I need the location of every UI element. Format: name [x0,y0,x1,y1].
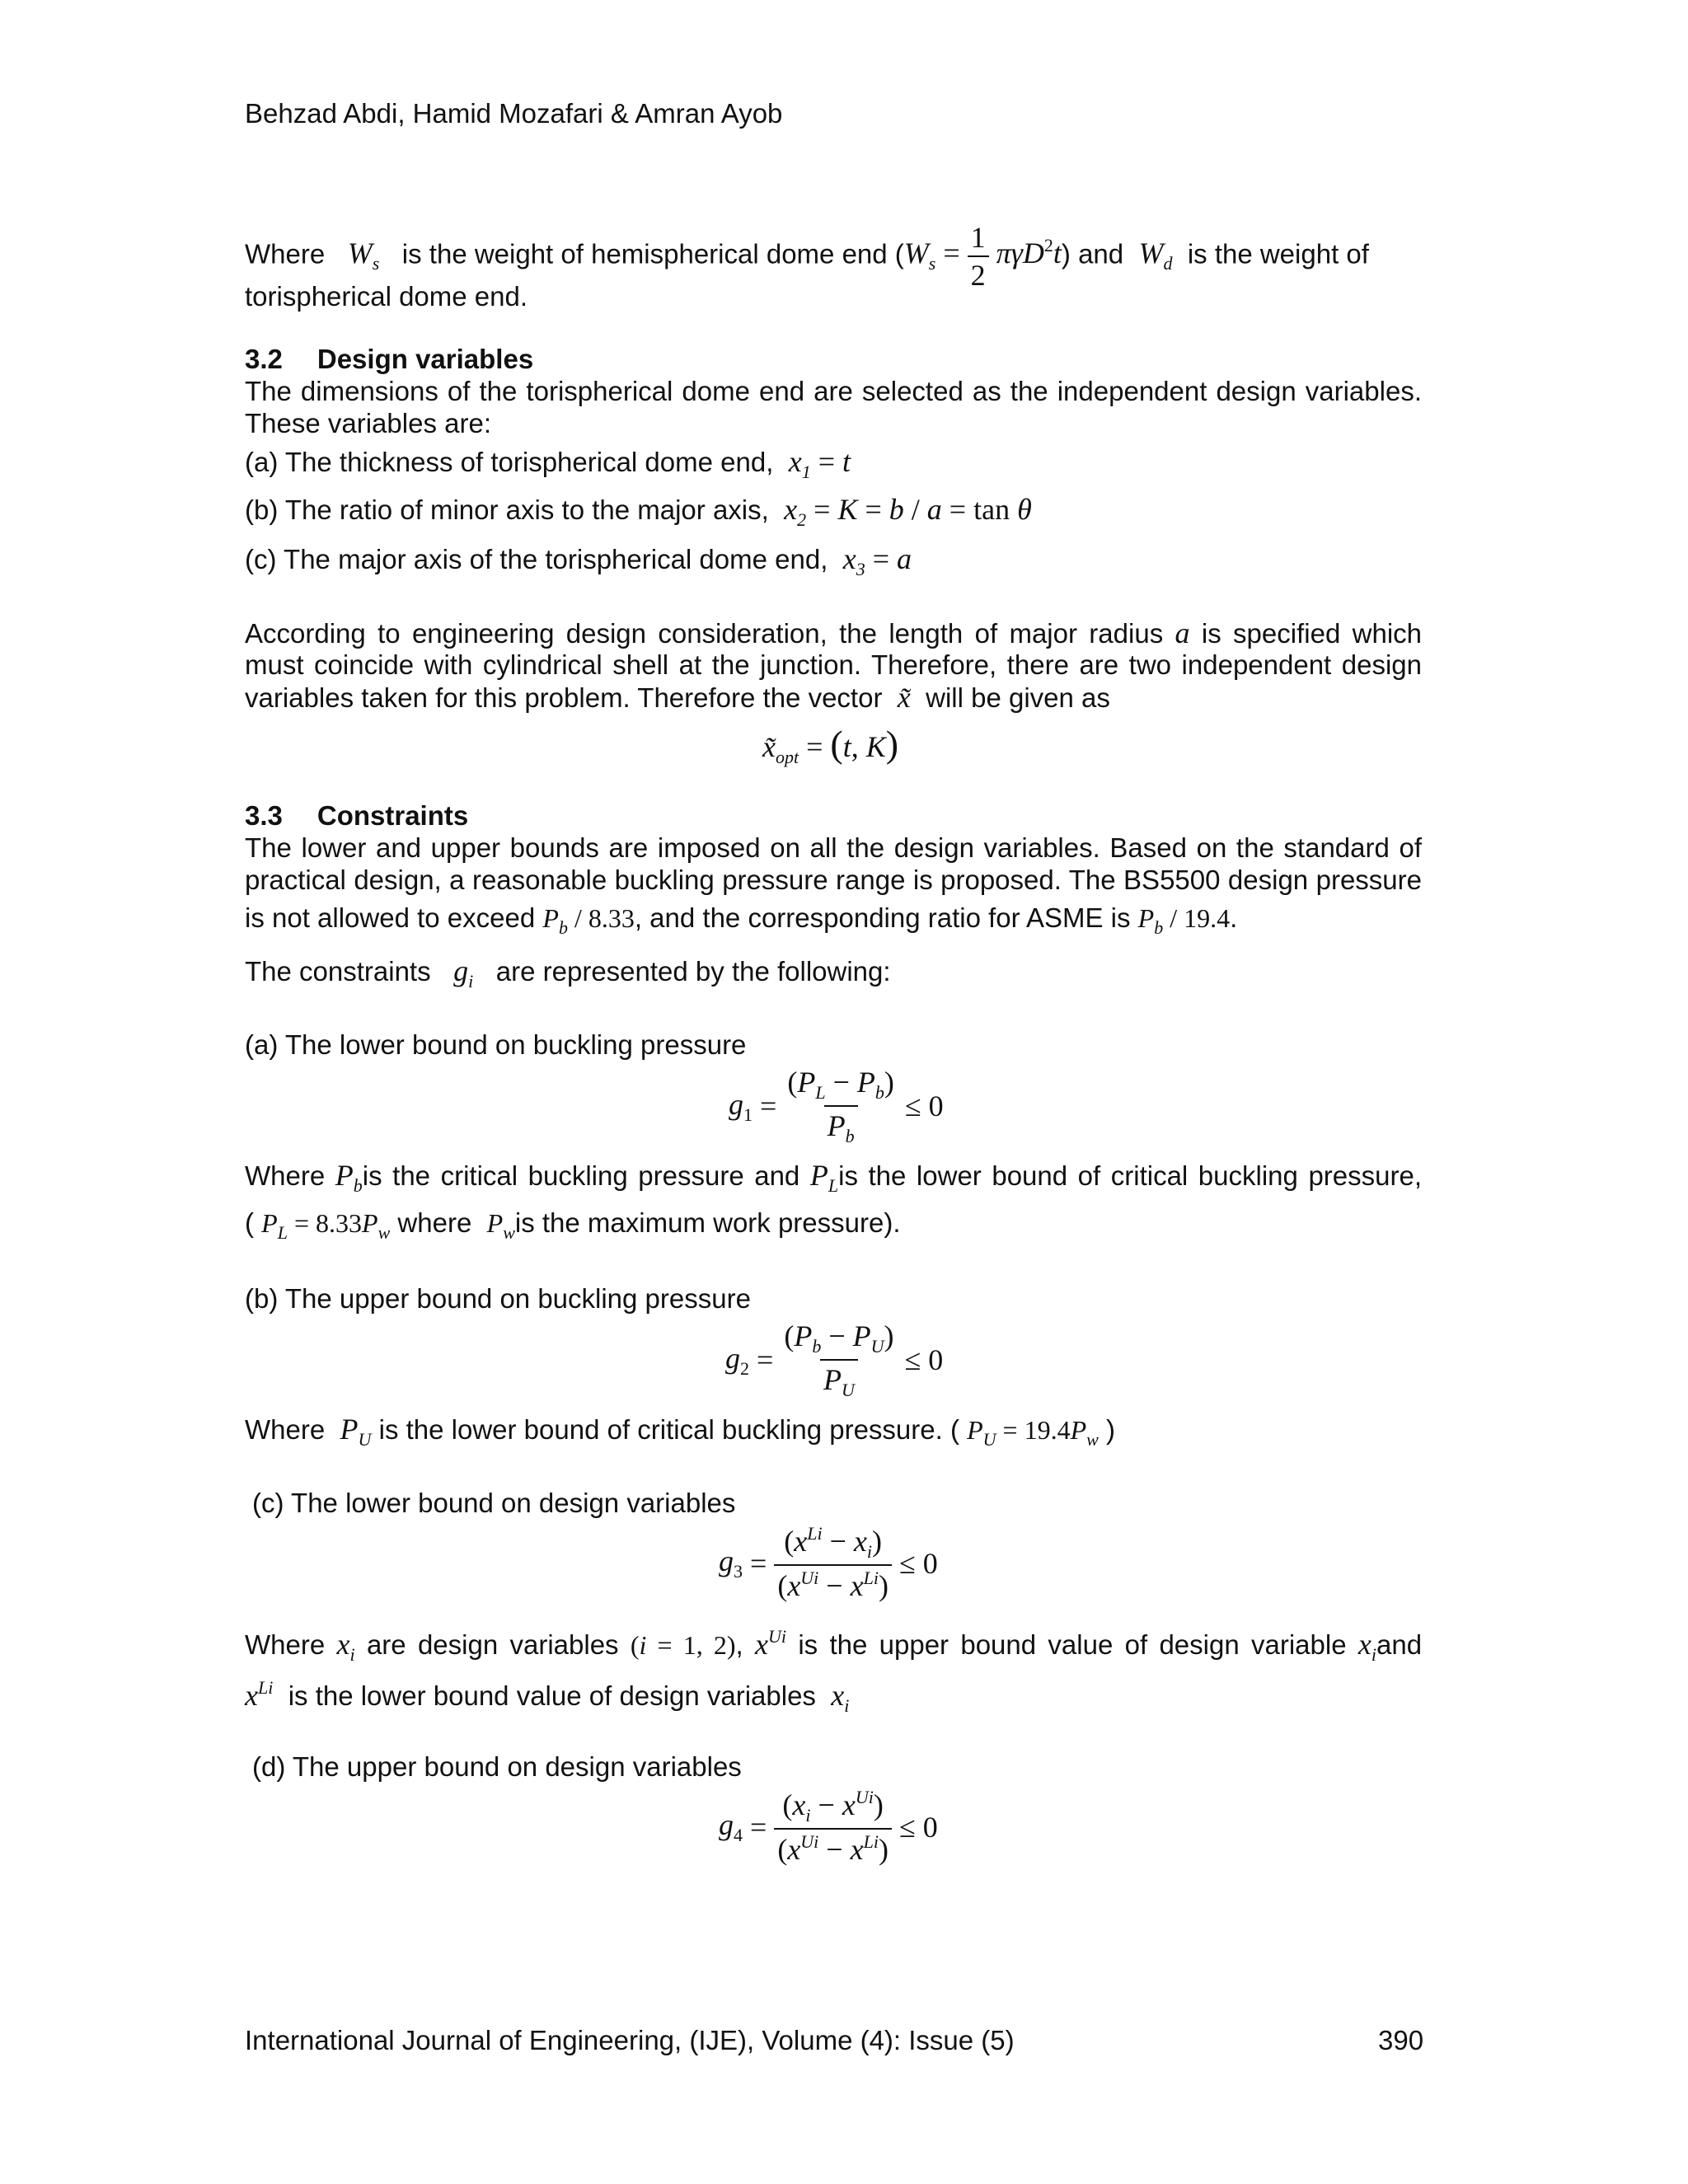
running-header: Behzad Abdi, Hamid Mozafari & Amran Ayob [245,98,783,129]
g2-equation: $g_2$ = $\frac{(P_b - P_U)}{P_U}$ ≤ 0 [725,1319,944,1400]
footer-journal: International Journal of Engineering, (IJE), Volume (4): Issue (5) [245,2025,1015,2055]
wd-symbol: $W_d$ [1138,237,1173,274]
s32-line-1: The dimensions of the torispherical dome end are selected as the independent design variables. [245,376,1422,406]
s32-para-line-1: According to engineering design consideration, the length of major radius a is specified which [245,616,1423,649]
c-where-line-1: Where $x_i$ are design variables (i = 1, 2), $x^{Ui}$ is the upper bound value of design variable $x_iand$ [245,1626,1423,1665]
a-where-line-2: ( $P_L = 8.33P_w$ where $P_wis$ the maximum work pressure). [245,1207,901,1243]
s32-para-line-3: variables taken for this problem. Therefore the vector x̃ will be given as [245,681,1110,714]
g3-equation: $g_3$ = $\frac{(x^{Li} - x_i)}{(x^{Ui} - x^{Li})}$ ≤ 0 [719,1523,938,1602]
x-opt-equation: $x̃_{opt} = (t$, K) [762,723,899,767]
intro-line-1: Where $W_s$ is the weight of hemispherical dome end ($W_s$ = $\frac{1}{2}$ πγD$^2$t) and $W_d$ is the weight of [245,221,1369,292]
s32-para-line-2: must coincide with cylindrical shell at the junction. Therefore, there are two independent design [245,649,1422,680]
section-3-3-heading: 3.3 Constraints [245,800,469,831]
item-c: (c) The major axis of the torispherical dome end, $x_3 = a$ [245,542,912,579]
c-heading: (c) The lower bound on design variables [252,1488,736,1518]
section-3-2-heading: 3.2 Design variables [245,344,534,374]
g4-equation: $g_4$ = $\frac{(x_i - x^{Ui})}{(x^{Ui} - x^{Li})}$ ≤ 0 [719,1787,938,1866]
b-where: Where $P_U$ is the lower bound of critical buckling pressure. ( $P_U = 19.4P_w$ ) [245,1413,1115,1450]
s33-line-1: The lower and upper bounds are imposed on all the design variables. Based on the standard of [245,832,1422,863]
constraints-intro: The constraints $g_i$ are represented by the following: [245,954,891,991]
item-a: (a) The thickness of torispherical dome end, $x_1 = t$ [245,445,851,482]
b-heading: (b) The upper bound on buckling pressure [245,1283,751,1314]
c-where-line-2: $x^{Li}$ is the lower bound value of design variables $x_i$ [245,1677,850,1716]
g1-equation: $g_1$ = $\frac{(P_L - P_b)}{P_b}$ ≤ 0 [729,1066,944,1146]
ws-symbol: $W_s$ [347,237,380,274]
s32-line-2: These variables are: [245,408,491,438]
a-heading: (a) The lower bound on buckling pressure [245,1029,747,1060]
ws-formula: $W_s$ = $\frac{1}{2}$ πγD$^2$t [903,221,1062,292]
d-heading: (d) The upper bound on design variables [252,1751,742,1782]
s33-line-2: practical design, a reasonable buckling pressure range is proposed. The BS5500 design pressure [245,865,1422,895]
s33-line-3: is not allowed to exceed $P_b / 8.33$, and the corresponding ratio for ASME is $P_b / 19.4$. [245,902,1238,938]
intro-line-2: torispherical dome end. [245,281,528,312]
page-number: 390 [1378,2025,1424,2055]
item-b: (b) The ratio of minor axis to the major axis, $x_2 = K = b / a = \tan \theta$ [245,493,1032,530]
a-where-line-1: Where $P_bis$ the critical buckling pressure and $P_Lis$ the lower bound of critical buckling pressure, [245,1159,1422,1196]
